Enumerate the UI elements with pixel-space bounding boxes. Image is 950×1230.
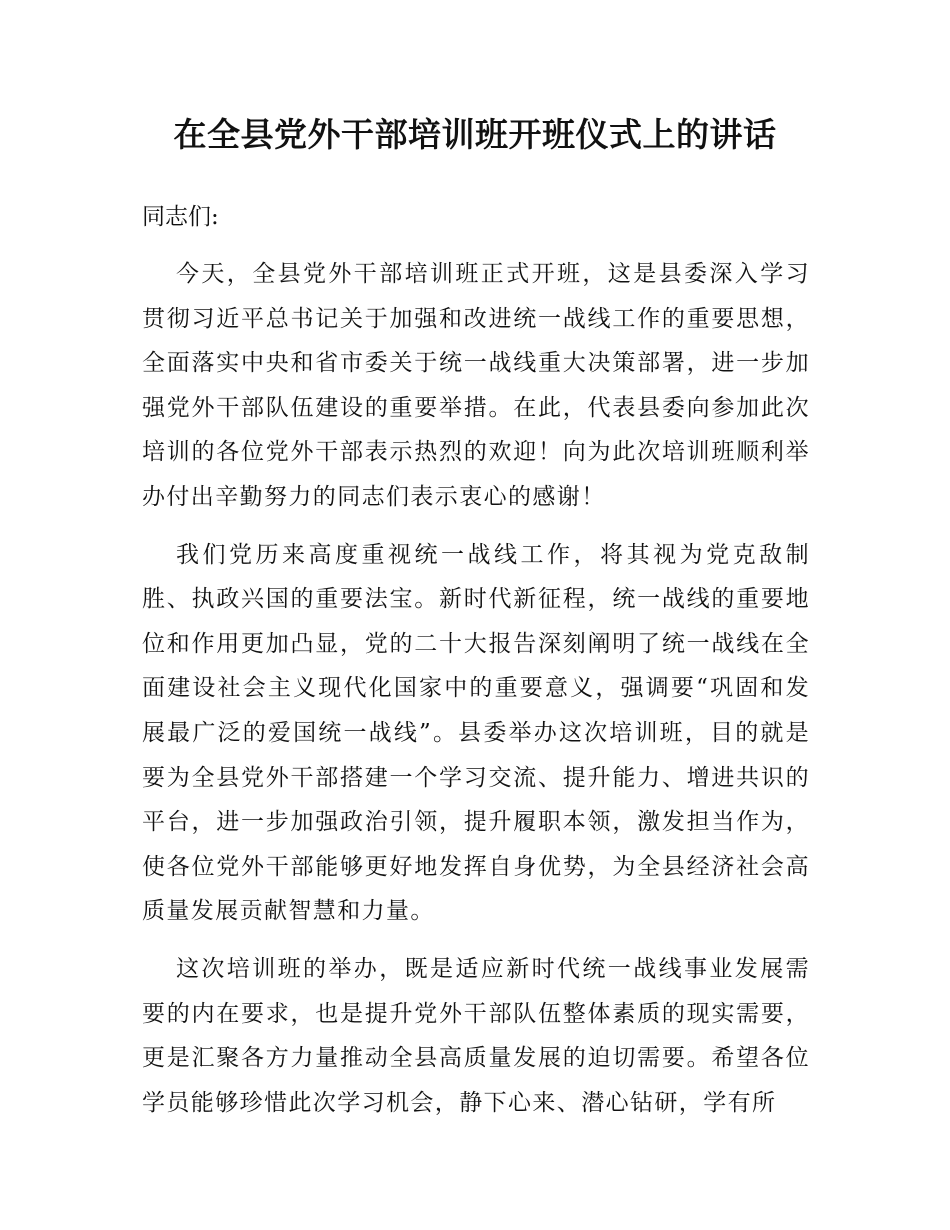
speech-title: 在全县党外干部培训班开班仪式上的讲话: [173, 115, 777, 154]
paragraph-united-front: 我们党历来高度重视统一战线工作，将其视为党克敌制胜、执政兴国的重要法宝。新时代新征程，统一战线的重要地位和作用更加凸显，党的二十大报告深刻阐明了统一战线在全面建设社会主义现代化国家中的重要意义，强调要“巩固和发展最广泛的爱国统一战线”。县委举办这次培训班，目的就是要为全县党外干部搭建一个学习交流、提升能力、增进共识的平台，进一步加强政治引领，提升履职本领，激发担当作为，使各位党外干部能够更好地发挥自身优势，为全县经济社会高质量发展贡献智慧和力量。: [142, 541, 810, 925]
speech-body: [142, 195, 810, 1138]
salutation: 同志们:: [142, 204, 219, 230]
paragraph-training-purpose: 这次培训班的举办，既是适应新时代统一战线事业发展需要的内在要求，也是提升党外干部队伍整体素质的现实需要，更是汇聚各方力量推动全县高质量发展的迫切需要。希望各位学员能够珍惜此次学习机会，静下心来、潜心钻研，学有所: [142, 955, 810, 1116]
paragraph-opening: 今天，全县党外干部培训班正式开班，这是县委深入学习贯彻习近平总书记关于加强和改进统一战线工作的重要思想，全面落实中央和省市委关于统一战线重大决策部署，进一步加强党外干部队伍建设的重要举措。在此，代表县委向参加此次培训的各位党外干部表示热烈的欢迎！向为此次培训班顺利举办付出辛勤努力的同志们表示衷心的感谢！: [142, 261, 810, 510]
